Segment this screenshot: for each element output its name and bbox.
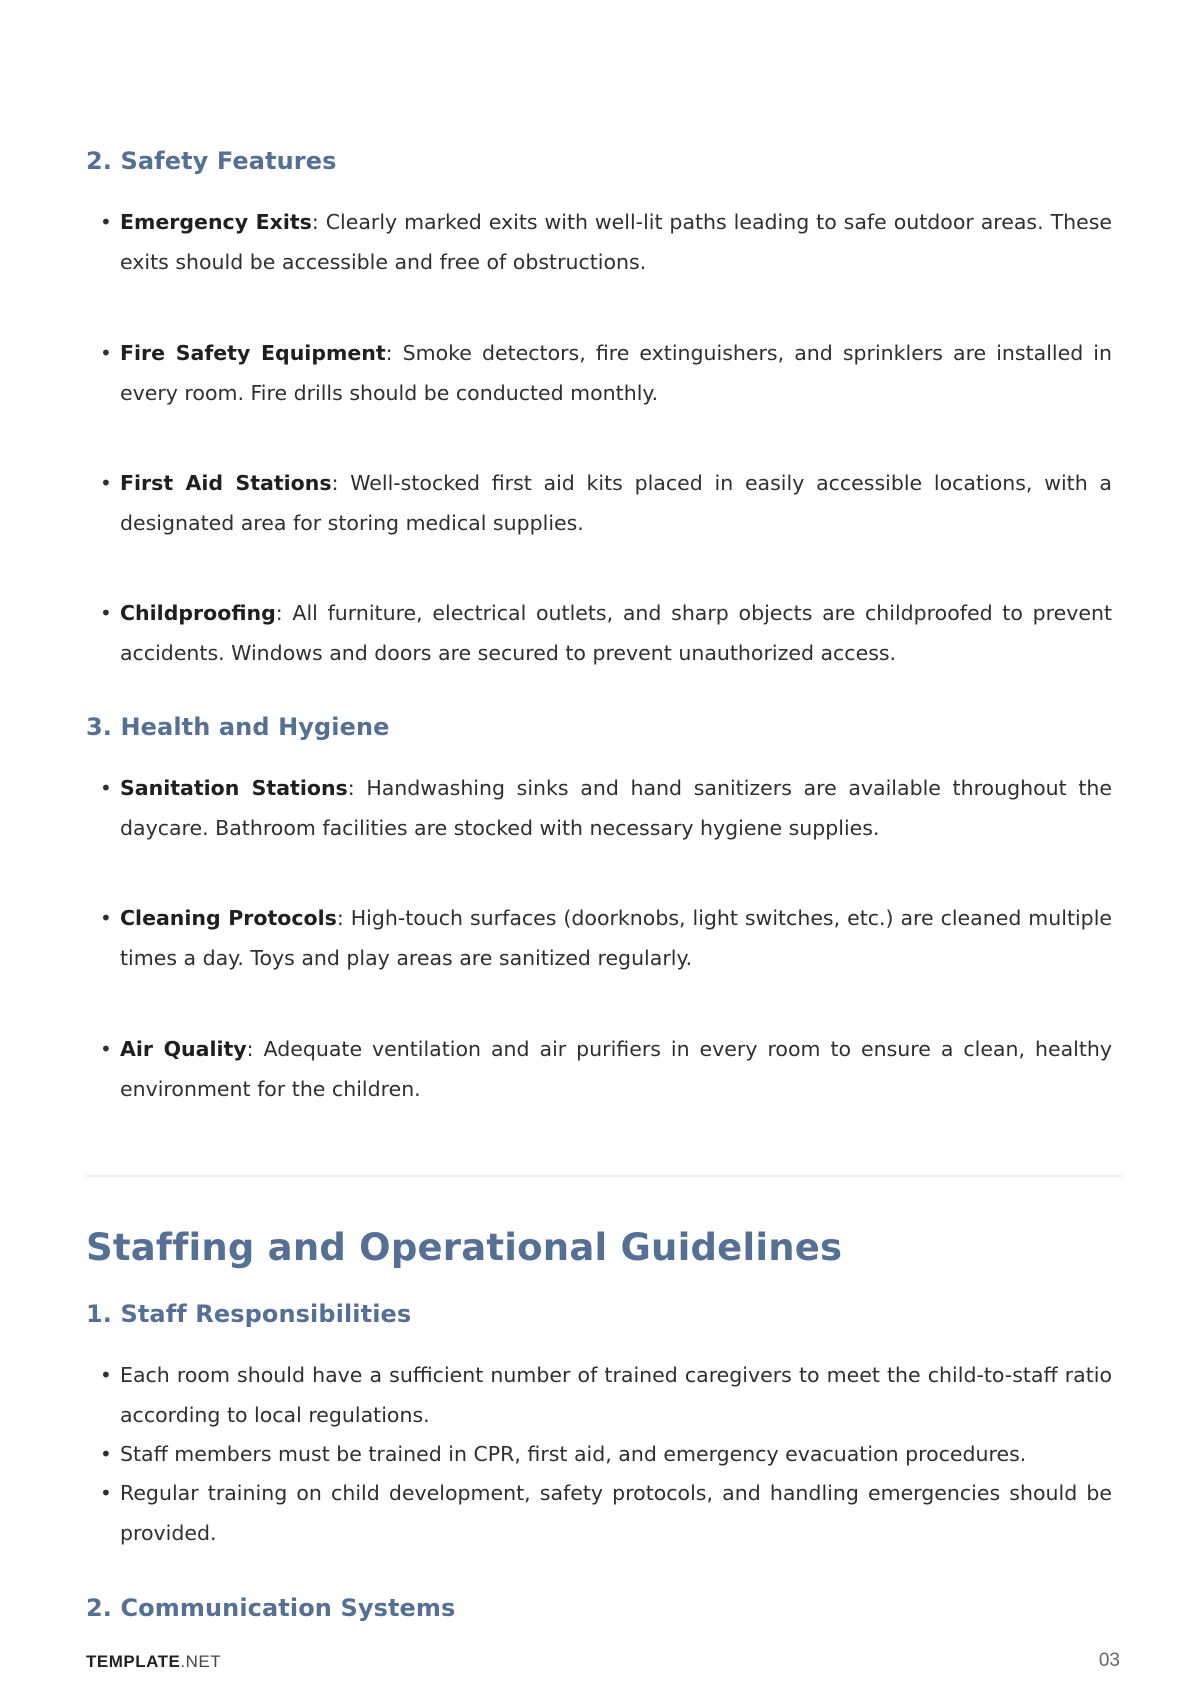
item-term: Fire Safety Equipment [120,341,386,365]
bullet-icon: • [100,776,112,800]
list-item [100,202,1112,282]
item-term: First Aid Stations [120,471,332,495]
item-text: Regular training on child development, safety protocols, and handling emergencies should be provided. [120,1481,1112,1545]
item-text: : All furniture, electrical outlets, and sharp objects are childproofed to prevent accidents. Windows and doors are secured to prevent unauthorized access. [120,601,1112,665]
item-text: : Adequate ventilation and air purifiers in every room to ensure a clean, healthy environment for the children. [120,1037,1112,1101]
brand-logo-light: .NET [180,1652,222,1671]
list-item [100,1029,1112,1109]
list-item [100,898,1112,978]
item-text: : Clearly marked exits with well-lit paths leading to safe outdoor areas. These exits should be accessible and free of obstructions. [120,210,1112,274]
page-section-title: Staffing and Operational Guidelines [86,1226,843,1269]
bullet-icon: • [100,210,112,234]
item-term: Cleaning Protocols [120,906,337,930]
section-heading-safety-features: 2. Safety Features [86,147,337,175]
brand-logo [86,1652,221,1672]
list-item [100,1473,1112,1553]
item-term: Emergency Exits [120,210,312,234]
item-term: Air Quality [120,1037,247,1061]
list-item [100,1434,1112,1474]
brand-logo-bold: TEMPLATE [86,1652,181,1671]
item-text: : Handwashing sinks and hand sanitizers are available throughout the daycare. Bathroom facilities are stocked with necessary hygiene supplies. [120,776,1112,840]
page-number: 03 [1098,1650,1120,1671]
section-heading-health-hygiene: 3. Health and Hygiene [86,713,390,741]
bullet-icon: • [100,1481,112,1505]
list-item [100,333,1112,413]
bullet-icon: • [100,1442,112,1466]
item-term: Childproofing [120,601,276,625]
bullet-icon: • [100,1037,112,1061]
list-item [100,1355,1112,1435]
bullet-icon: • [100,601,112,625]
bullet-icon: • [100,471,112,495]
item-text: Each room should have a sufficient number of trained caregivers to meet the child-to-staff ratio according to local regulations. [120,1363,1112,1427]
section-heading-staff-responsibilities: 1. Staff Responsibilities [86,1300,412,1328]
bullet-icon: • [100,906,112,930]
item-text: : High-touch surfaces (doorknobs, light switches, etc.) are cleaned multiple times a day. Toys and play areas are sanitized regularly. [120,906,1112,970]
item-term: Sanitation Stations [120,776,348,800]
item-text: : Smoke detectors, fire extinguishers, and sprinklers are installed in every room. Fire drills should be conducted monthly. [120,341,1112,405]
list-item [100,593,1112,673]
bullet-icon: • [100,341,112,365]
list-item [100,463,1112,543]
list-item [100,768,1112,848]
item-text: Staff members must be trained in CPR, first aid, and emergency evacuation procedures. [120,1442,1027,1466]
section-divider [86,1175,1122,1177]
item-text: : Well-stocked first aid kits placed in easily accessible locations, with a designated area for storing medical supplies. [120,471,1112,535]
section-heading-communication-systems: 2. Communication Systems [86,1594,456,1622]
bullet-icon: • [100,1363,112,1387]
